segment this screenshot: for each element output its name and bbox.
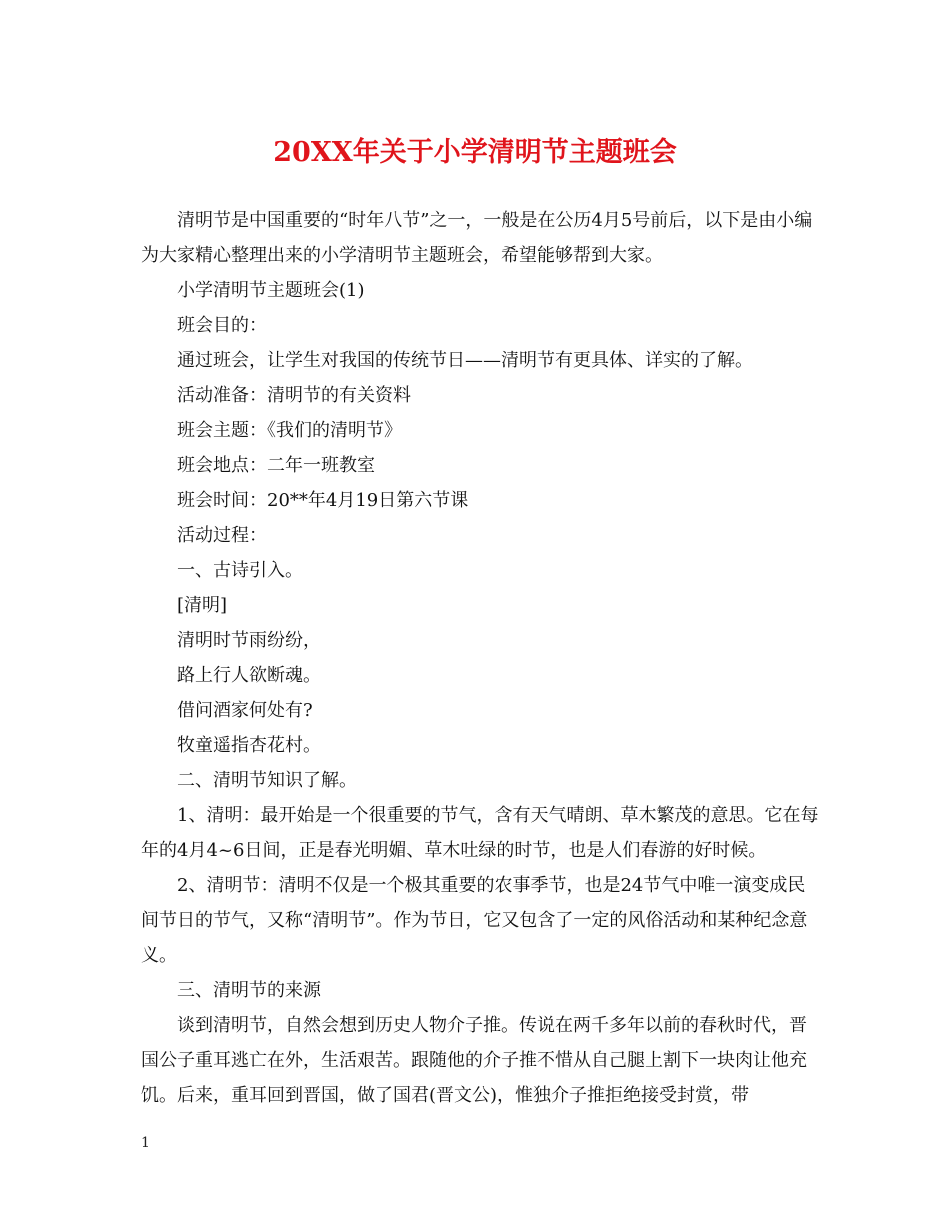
paragraph: 清明时节雨纷纷， (177, 630, 321, 651)
paragraph: 班会时间：20**年4月19日第六节课 (177, 490, 469, 511)
paragraph: 通过班会，让学生对我国的传统节日——清明节有更具体、详实的了解。 (177, 350, 753, 371)
paragraph: 班会主题：《我们的清明节》 (177, 420, 402, 441)
paragraph: 路上行人欲断魂。 (177, 665, 321, 686)
paragraph: 谈到清明节，自然会想到历史人物介子推。传说在两千多年以前的春秋时代，晋国公子重耳逃亡在外，生活艰苦。跟随他的介子推不惜从自己腿上割下一块肉让他充饥。后来，重耳回到晋国，做了国君(晋文公)，惟独介子推拒绝接受封赏，带 (141, 1015, 807, 1106)
document-body (141, 203, 821, 1113)
paragraph: 二、清明节知识了解。 (177, 770, 357, 791)
paragraph: [清明] (177, 595, 228, 616)
paragraph: 小学清明节主题班会(1) (177, 280, 365, 301)
paragraph: 三、清明节的来源 (177, 980, 321, 1001)
paragraph: 班会目的： (177, 315, 267, 336)
paragraph: 活动过程： (177, 525, 267, 546)
paragraph: 清明节是中国重要的“时年八节”之一，一般是在公历4月5号前后，以下是由小编为大家精心整理出来的小学清明节主题班会，希望能够帮到大家。 (141, 210, 813, 266)
page-number: 1 (141, 1135, 150, 1151)
paragraph: 牧童遥指杏花村。 (177, 735, 321, 756)
paragraph: 班会地点：二年一班教室 (177, 455, 375, 476)
paragraph: 借问酒家何处有? (177, 700, 313, 721)
paragraph: 1、清明：最开始是一个很重要的节气，含有天气晴朗、草木繁茂的意思。它在每年的4月4~6日间，正是春光明媚、草木吐绿的时节，也是人们春游的好时候。 (141, 805, 819, 861)
paragraph: 2、清明节：清明不仅是一个极其重要的农事季节，也是24节气中唯一演变成民间节日的节气，又称“清明节”。作为节日，它又包含了一定的风俗活动和某种纪念意义。 (141, 875, 808, 966)
paragraph: 一、古诗引入。 (177, 560, 303, 581)
document-title: 20XX年关于小学清明节主题班会 (273, 137, 677, 168)
paragraph: 活动准备：清明节的有关资料 (177, 385, 411, 406)
